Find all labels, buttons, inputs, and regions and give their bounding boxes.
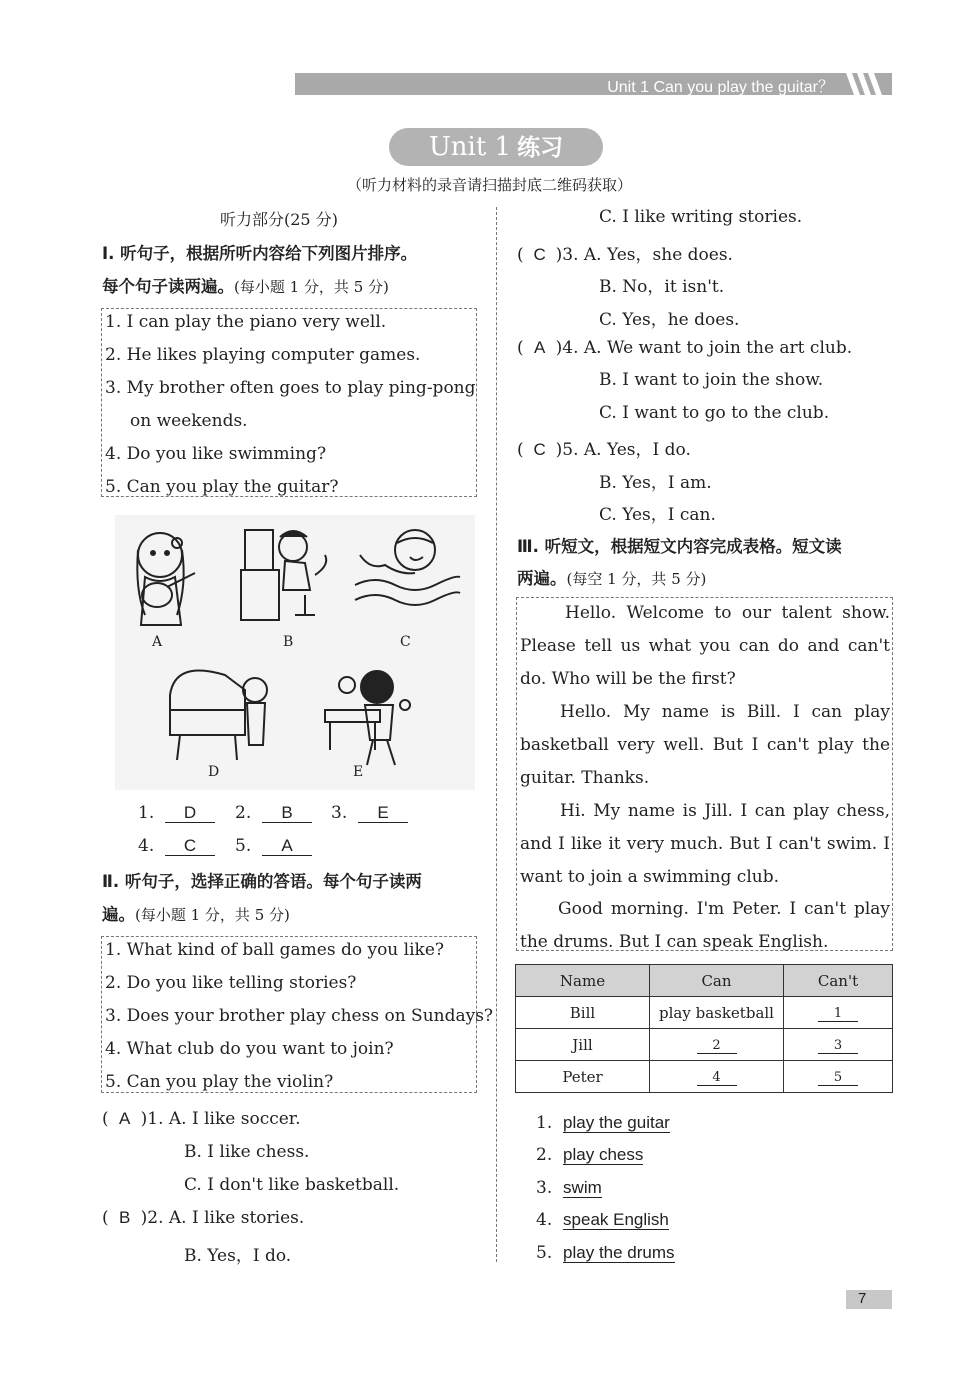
table-blank: 2 bbox=[697, 1039, 737, 1054]
s2-q4-answer: A bbox=[533, 338, 546, 357]
passage-paragraph-4: Good morning. I'm Peter. I can't play the drums. But I can speak English. bbox=[520, 899, 890, 952]
table-header-cant: Can't bbox=[784, 965, 893, 997]
s2-q5: ( C )5. A. Yes，I do. bbox=[517, 440, 691, 460]
s2-q5-answer: C bbox=[533, 440, 546, 459]
table-cell-name: Peter bbox=[516, 1061, 650, 1093]
s2-q4: ( A )4. A. We want to join the art club. bbox=[517, 338, 853, 358]
table-cell-cant bbox=[784, 1061, 893, 1093]
table-cell-name: Bill bbox=[516, 997, 650, 1029]
s3-answer-3-value: swim bbox=[563, 1178, 602, 1197]
s3-answer-2: 2. play chess bbox=[536, 1145, 644, 1165]
s3-answer-4-value: speak English bbox=[563, 1210, 669, 1229]
page-number-badge bbox=[846, 1290, 892, 1309]
table-row bbox=[516, 997, 893, 1029]
s1-sentence-2: 2. He likes playing computer games. bbox=[105, 345, 421, 365]
s2-sentence-3: 3. Does your brother play chess on Sundays? bbox=[105, 1006, 494, 1026]
s2-sentence-2: 2. Do you like telling stories? bbox=[105, 973, 357, 993]
s2-q2-answer: B bbox=[118, 1208, 131, 1227]
table-blank: 5 bbox=[818, 1071, 858, 1086]
s2-q3-option-c: C. Yes，he does. bbox=[599, 310, 740, 330]
table-row bbox=[516, 1029, 893, 1061]
s2-q5-option-a: A. Yes，I do. bbox=[583, 440, 691, 460]
s2-q3-option-a: A. Yes，she does. bbox=[583, 245, 733, 265]
unit-title-en: Unit 1 bbox=[428, 132, 512, 162]
pic-label-b: B bbox=[283, 634, 294, 650]
s1-answer-5-value: A bbox=[262, 837, 312, 856]
s3-answer-4: 4. speak English bbox=[536, 1210, 669, 1230]
table-row bbox=[516, 1061, 893, 1093]
listening-header: 听力部分(25 分) bbox=[220, 210, 338, 229]
pic-label-c: C bbox=[400, 634, 411, 650]
section3-title-line1: Ⅲ. 听短文，根据短文内容完成表格。短文读 bbox=[517, 537, 842, 556]
s2-sentence-1: 1. What kind of ball games do you like? bbox=[105, 940, 445, 960]
section1-title-line1: Ⅰ. 听句子，根据所听内容给下列图片排序。 bbox=[102, 244, 418, 263]
s2-q5-option-b: B. Yes，I am. bbox=[599, 473, 712, 493]
s2-q4-option-b: B. I want to join the show. bbox=[599, 370, 824, 390]
unit-title-cn: 练习 bbox=[517, 135, 564, 161]
s3-answer-5-value: play the drums bbox=[563, 1243, 675, 1262]
s1-answer-5: 5. A bbox=[235, 836, 312, 856]
section3-note: (每空 1 分，共 5 分) bbox=[566, 570, 707, 588]
table-cell-name: Jill bbox=[516, 1029, 650, 1061]
s1-answer-4-value: C bbox=[165, 837, 215, 856]
s2-q1-option-a: A. I like soccer. bbox=[168, 1109, 301, 1129]
table-cell-can bbox=[650, 1061, 784, 1093]
s2-sentence-4: 4. What club do you want to join? bbox=[105, 1039, 394, 1059]
s1-sentence-5: 5. Can you play the guitar? bbox=[105, 477, 339, 497]
s1-answer-3: 3. E bbox=[331, 803, 408, 823]
passage-paragraph-2: Hello. My name is Bill. I can play basketball very well. But I can't play the guitar. Thanks. bbox=[520, 702, 890, 788]
s2-q4-option-a: A. We want to join the art club. bbox=[583, 338, 853, 358]
slash-decoration-icon bbox=[844, 73, 884, 95]
table-blank: 3 bbox=[818, 1039, 858, 1054]
s1-sentence-4: 4. Do you like swimming? bbox=[105, 444, 327, 464]
s2-q2-option-b: B. Yes，I do. bbox=[184, 1246, 292, 1266]
s1-answer-4: 4. C bbox=[138, 836, 215, 856]
pic-label-d: D bbox=[208, 764, 220, 780]
s1-answer-3-value: E bbox=[358, 804, 408, 823]
section3-title-line2: 两遍。 bbox=[517, 569, 567, 588]
s1-sentence-3: 3. My brother often goes to play ping-pong bbox=[105, 378, 476, 398]
pic-label-a: A bbox=[152, 634, 163, 650]
s3-answer-3: 3. swim bbox=[536, 1178, 602, 1198]
table-cell-cant bbox=[784, 1029, 893, 1061]
section1-note: (每小题 1 分，共 5 分) bbox=[234, 278, 389, 296]
passage-paragraph-1: Hello. Welcome to our talent show. Please tell us what you can do and can't do. Who will be the first? bbox=[520, 603, 890, 689]
s1-answer-1: 1. D bbox=[138, 803, 215, 823]
s1-sentence-3-cont: on weekends. bbox=[130, 411, 248, 431]
s2-q2-option-c: C. I like writing stories. bbox=[599, 207, 803, 227]
s2-sentence-5: 5. Can you play the violin? bbox=[105, 1072, 334, 1092]
s3-answer-1-value: play the guitar bbox=[563, 1113, 670, 1132]
section2-title-line2: 遍。 bbox=[102, 905, 135, 924]
s2-q3: ( C )3. A. Yes，she does. bbox=[517, 245, 733, 265]
audio-note: （听力材料的录音请扫描封底二维码获取） bbox=[346, 176, 632, 194]
passage-paragraph-3: Hi. My name is Jill. I can play chess, and I like it very much. But I can't swim. I want to join a swimming club. bbox=[520, 801, 890, 887]
s2-q1-option-c: C. I don't like basketball. bbox=[184, 1175, 400, 1195]
s1-answer-2: 2. B bbox=[235, 803, 312, 823]
section1-title-line2: 每个句子读两遍。 bbox=[102, 277, 234, 296]
table-blank: 4 bbox=[697, 1071, 737, 1086]
s2-q1-option-b: B. I like chess. bbox=[184, 1142, 310, 1162]
table-blank: 1 bbox=[818, 1007, 858, 1022]
s2-q4-option-c: C. I want to go to the club. bbox=[599, 403, 830, 423]
unit-title bbox=[389, 128, 603, 166]
s2-q2-option-a: A. I like stories. bbox=[168, 1208, 305, 1228]
s2-q3-option-b: B. No，it isn't. bbox=[599, 277, 725, 297]
talent-table bbox=[515, 964, 893, 1093]
s2-q1-answer: A bbox=[118, 1109, 131, 1128]
s3-answer-1: 1. play the guitar bbox=[536, 1113, 670, 1133]
s3-answer-5: 5. play the drums bbox=[536, 1243, 675, 1263]
table-header-name: Name bbox=[516, 965, 650, 997]
s1-sentence-1: 1. I can play the piano very well. bbox=[105, 312, 387, 332]
column-divider bbox=[496, 207, 497, 1262]
s1-answer-2-value: B bbox=[262, 804, 312, 823]
section2-note: (每小题 1 分，共 5 分) bbox=[135, 906, 290, 924]
table-cell-cant bbox=[784, 997, 893, 1029]
running-header bbox=[295, 73, 892, 95]
s2-q3-answer: C bbox=[533, 245, 546, 264]
pic-label-e: E bbox=[353, 764, 364, 780]
table-cell-can bbox=[650, 1029, 784, 1061]
s2-q1: ( A )1. A. I like soccer. bbox=[102, 1109, 301, 1129]
s3-answer-2-value: play chess bbox=[563, 1145, 644, 1164]
table-cell-can: play basketball bbox=[650, 997, 784, 1029]
s1-answer-1-value: D bbox=[165, 804, 215, 823]
running-title: Unit 1 Can you play the guitar？ bbox=[607, 79, 834, 96]
page-number: 7 bbox=[858, 1290, 867, 1307]
s2-q5-option-c: C. Yes，I can. bbox=[599, 505, 716, 525]
section2-title-line1: Ⅱ. 听句子，选择正确的答语。每个句子读两 bbox=[102, 872, 422, 891]
s2-q2: ( B )2. A. I like stories. bbox=[102, 1208, 305, 1228]
picture-panel bbox=[115, 515, 475, 790]
section1-sentence-box bbox=[101, 308, 477, 497]
table-header-can: Can bbox=[650, 965, 784, 997]
